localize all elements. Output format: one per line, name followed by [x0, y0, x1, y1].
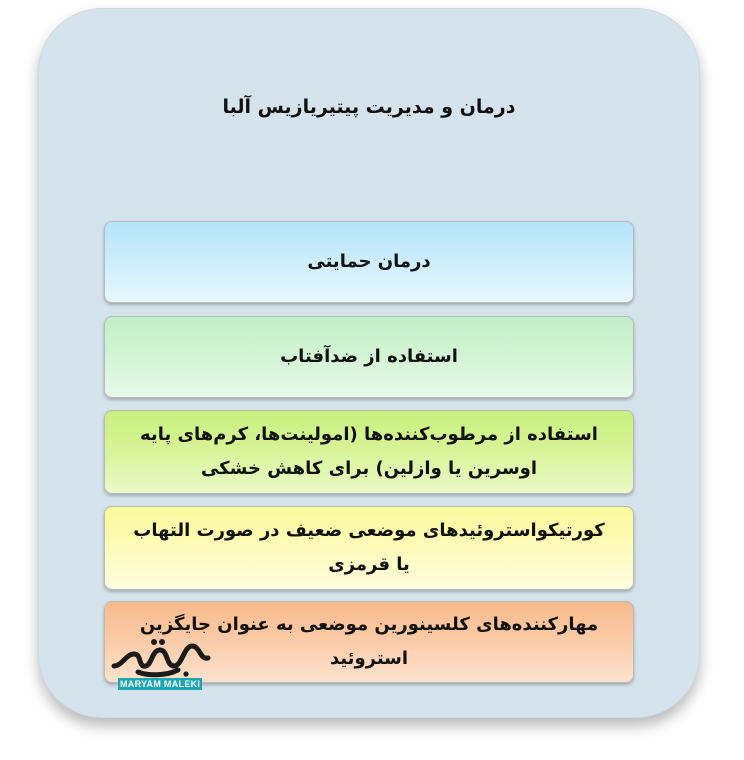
diagram-title: درمان و مدیریت پیتیریازیس آلبا — [222, 96, 516, 118]
logo-script-icon — [108, 636, 212, 678]
logo-brand-text: MARYAM MALEKI — [120, 679, 201, 689]
treatment-box-corticosteroids: کورتیکواستروئیدهای موضعی ضعیف در صورت التهاب یا قرمزی — [104, 506, 634, 590]
treatment-box-supportive: درمان حمایتی — [104, 221, 634, 303]
watermark-logo — [100, 636, 212, 692]
treatment-box-calcineurin-inhibitors: مهارکننده‌های کلسینورین موضعی به عنوان جایگزین استروئید — [104, 601, 634, 683]
treatment-box-moisturizers: استفاده از مرطوب‌کننده‌ها (امولینت‌ها، کرم‌های پایه اوسرین یا وازلین) برای کاهش خشکی — [104, 410, 634, 494]
treatment-box-sunscreen: استفاده از ضدآفتاب — [104, 316, 634, 398]
